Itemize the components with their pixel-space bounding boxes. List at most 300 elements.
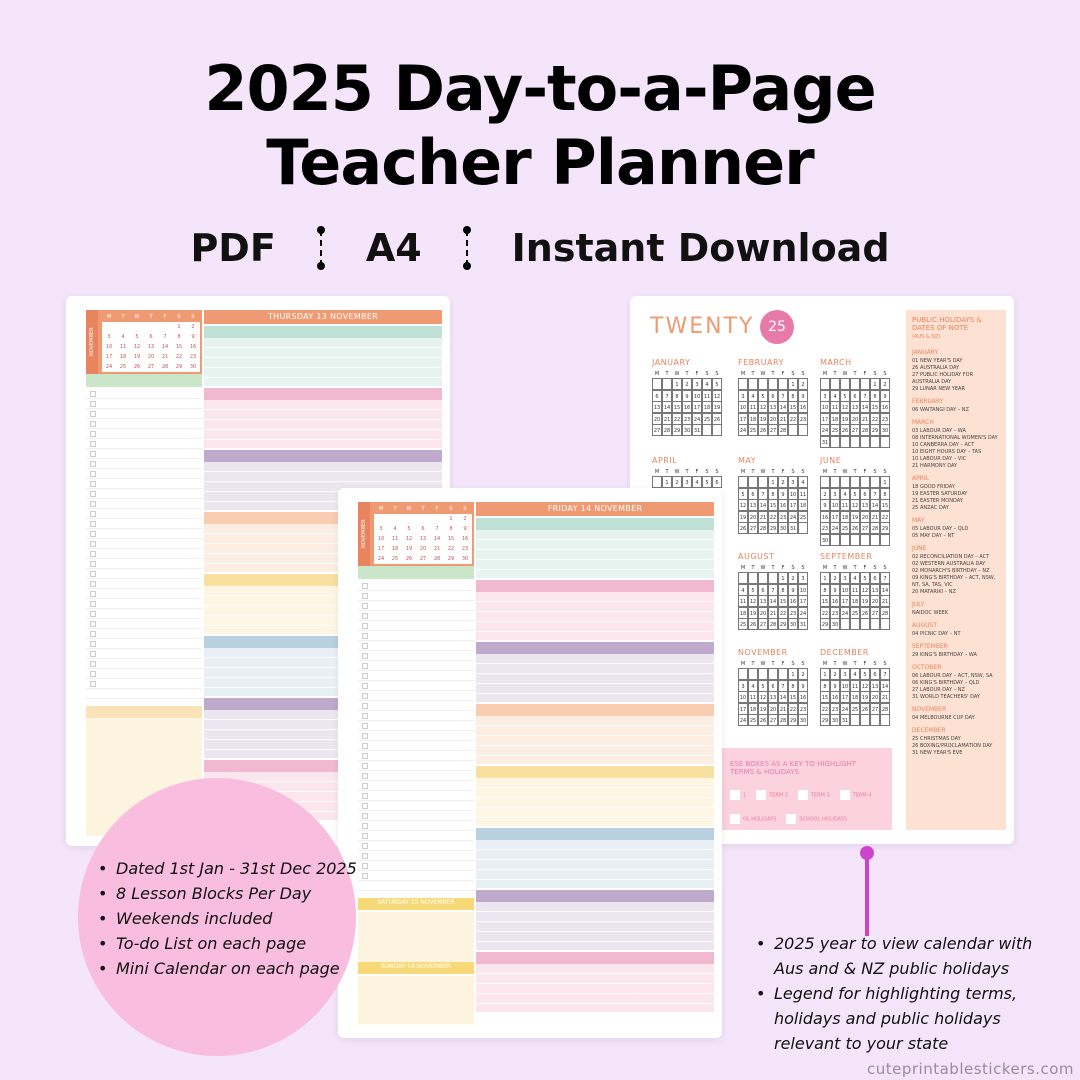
mini-calendar-day xyxy=(402,514,416,524)
calendar-day: 26 xyxy=(860,703,871,715)
separator-icon xyxy=(316,226,326,270)
calendar-day: 9 xyxy=(778,488,789,500)
calendar-day: 17 xyxy=(738,413,749,425)
feature-item: • 2025 year to view calendar with Aus and & NZ public holidays xyxy=(754,931,1044,981)
calendar-day xyxy=(768,378,779,390)
calendar-day xyxy=(738,476,749,488)
calendar-day: 25 xyxy=(748,424,759,436)
calendar-day xyxy=(850,476,861,488)
calendar-weekday: T xyxy=(771,564,775,571)
todo-checkbox xyxy=(90,651,96,657)
calendar-day: 26 xyxy=(712,413,723,425)
todo-checkbox xyxy=(90,481,96,487)
holiday-item: 27 PUBLIC HOLIDAY FOR AUSTRALIA DAY xyxy=(912,372,974,385)
calendar-day: 15 xyxy=(778,595,789,607)
mini-calendar-day: 5 xyxy=(130,332,144,342)
lesson-block-lines xyxy=(476,592,714,640)
calendar-day: 16 xyxy=(778,499,789,511)
features-list-right xyxy=(754,931,1044,1056)
calendar-day: 1 xyxy=(662,476,673,488)
calendar-weekday: S xyxy=(883,564,887,571)
calendar-day: 31 xyxy=(788,522,799,534)
calendar-day: 22 xyxy=(820,607,831,619)
holidays-subheading: (AUS & NZ) xyxy=(912,334,941,340)
calendar-weekday: S xyxy=(873,370,877,377)
calendar-weekday: M xyxy=(740,370,746,377)
calendar-day: 28 xyxy=(768,618,779,630)
legend-title: ESE BOXES AS A KEY TO HIGHLIGHT TERMS & HOLIDAYS xyxy=(730,760,857,776)
mini-calendar-day: 11 xyxy=(116,342,130,352)
todo-checkbox xyxy=(90,451,96,457)
calendar-day: 1 xyxy=(820,668,831,680)
mini-calendar-day: 16 xyxy=(186,342,200,352)
holiday-month: JULY xyxy=(912,601,925,608)
todo-checkbox xyxy=(362,733,368,739)
calendar-day: 18 xyxy=(830,413,841,425)
mini-calendar-day: 21 xyxy=(430,544,444,554)
holidays-heading: PUBLIC HOLIDAYS & DATES OF NOTE xyxy=(912,316,982,332)
calendar-day: 3 xyxy=(830,488,841,500)
calendar-day: 14 xyxy=(758,499,769,511)
calendar-weekday: S xyxy=(883,468,887,475)
mini-calendar-day: 7 xyxy=(430,524,444,534)
calendar-day xyxy=(850,714,861,726)
todo-checkbox xyxy=(90,441,96,447)
calendar-day: 15 xyxy=(672,401,683,413)
calendar-weekday: T xyxy=(771,370,775,377)
calendar-day: 10 xyxy=(738,691,749,703)
calendar-day: 26 xyxy=(860,607,871,619)
lesson-block-lines xyxy=(476,654,714,702)
todo-checkbox xyxy=(362,583,368,589)
calendar-weekday: S xyxy=(873,564,877,571)
calendar-day: 26 xyxy=(758,424,769,436)
calendar-day: 19 xyxy=(738,511,749,523)
calendar-day xyxy=(830,476,841,488)
calendar-day: 27 xyxy=(652,424,663,436)
calendar-month-name: AUGUST xyxy=(738,552,775,561)
calendar-weekday: S xyxy=(801,468,805,475)
calendar-weekday: M xyxy=(654,468,660,475)
holiday-item: 06 LABOUR DAY – ACT, NSW, SA xyxy=(912,673,993,679)
calendar-day xyxy=(860,618,871,630)
calendar-day: 2 xyxy=(880,378,891,390)
calendar-day: 8 xyxy=(880,488,891,500)
calendar-day xyxy=(840,476,851,488)
calendar-day xyxy=(748,476,759,488)
legend-item xyxy=(756,790,788,800)
calendar-weekday: T xyxy=(833,564,837,571)
calendar-day: 3 xyxy=(682,476,693,488)
lesson-block-lines xyxy=(476,964,714,1012)
holiday-item: 08 INTERNATIONAL WOMEN'S DAY xyxy=(912,435,998,441)
legend-checkbox xyxy=(730,814,740,824)
calendar-day: 29 xyxy=(768,522,779,534)
calendar-day: 24 xyxy=(692,413,703,425)
calendar-day xyxy=(778,378,789,390)
calendar-day xyxy=(850,378,861,390)
calendar-day: 25 xyxy=(738,618,749,630)
calendar-day: 30 xyxy=(820,534,831,546)
calendar-month-grid xyxy=(652,468,724,488)
calendar-day: 3 xyxy=(738,390,749,402)
calendar-day: 4 xyxy=(738,584,749,596)
todo-checkbox xyxy=(362,643,368,649)
calendar-day: 3 xyxy=(738,680,749,692)
calendar-day: 17 xyxy=(830,511,841,523)
calendar-day: 2 xyxy=(830,668,841,680)
mini-calendar xyxy=(86,310,202,374)
calendar-day: 18 xyxy=(738,607,749,619)
calendar-day: 13 xyxy=(768,401,779,413)
mini-calendar-day: 21 xyxy=(158,352,172,362)
calendar-day xyxy=(840,534,851,546)
holiday-month: MARCH xyxy=(912,419,934,426)
mini-calendar-day: 25 xyxy=(116,362,130,372)
calendar-day: 2 xyxy=(778,476,789,488)
calendar-day: 17 xyxy=(798,595,809,607)
calendar-day: 3 xyxy=(820,390,831,402)
calendar-day: 1 xyxy=(788,378,799,390)
calendar-day: 14 xyxy=(870,499,881,511)
calendar-day: 3 xyxy=(840,572,851,584)
legend-item xyxy=(730,814,776,824)
calendar-day: 1 xyxy=(870,378,881,390)
calendar-day: 1 xyxy=(788,668,799,680)
calendar-day: 9 xyxy=(798,680,809,692)
todo-checkbox xyxy=(362,633,368,639)
calendar-weekday: T xyxy=(751,468,755,475)
calendar-day: 24 xyxy=(738,714,749,726)
calendar-day: 9 xyxy=(682,390,693,402)
holiday-month: APRIL xyxy=(912,475,930,482)
calendar-month xyxy=(738,456,810,534)
calendar-day: 23 xyxy=(788,607,799,619)
calendar-day: 9 xyxy=(788,584,799,596)
title-line-2: Teacher Planner xyxy=(266,126,814,199)
title-line-1: 2025 Day-to-a-Page xyxy=(204,52,876,125)
holiday-item: 04 PICNIC DAY – NT xyxy=(912,631,961,637)
calendar-day: 19 xyxy=(850,511,861,523)
holiday-item: 10 LABOUR DAY – VIC xyxy=(912,456,967,462)
mini-calendar-day: 24 xyxy=(102,362,116,372)
calendar-month xyxy=(820,552,892,630)
calendar-day xyxy=(768,668,779,680)
calendar-weekday: F xyxy=(863,660,867,667)
mini-calendar-day: 12 xyxy=(402,534,416,544)
calendar-day: 4 xyxy=(702,378,713,390)
calendar-day: 30 xyxy=(682,424,693,436)
calendar-weekday: S xyxy=(873,660,877,667)
todo-checkbox xyxy=(362,753,368,759)
calendar-month xyxy=(820,648,892,726)
calendar-day: 2 xyxy=(830,572,841,584)
calendar-weekday: W xyxy=(760,660,766,667)
calendar-day: 1 xyxy=(672,378,683,390)
calendar-weekday: F xyxy=(863,564,867,571)
calendar-day: 23 xyxy=(830,703,841,715)
mini-calendar-day: 9 xyxy=(186,332,200,342)
calendar-weekday: T xyxy=(833,468,837,475)
calendar-day: 16 xyxy=(880,401,891,413)
calendar-day: 4 xyxy=(798,476,809,488)
calendar-day: 7 xyxy=(662,390,673,402)
lesson-block-lines xyxy=(476,778,714,826)
calendar-weekday: M xyxy=(654,370,660,377)
mini-calendar-day: 30 xyxy=(458,554,472,564)
calendar-day: 19 xyxy=(840,413,851,425)
calendar-day: 17 xyxy=(840,595,851,607)
holiday-item: 06 KING'S BIRTHDAY – QLD xyxy=(912,680,980,686)
calendar-day: 3 xyxy=(798,572,809,584)
calendar-day: 13 xyxy=(768,691,779,703)
calendar-day: 27 xyxy=(768,714,779,726)
calendar-day: 21 xyxy=(768,607,779,619)
calendar-day xyxy=(820,476,831,488)
legend-label: TERM 4 xyxy=(852,792,872,799)
calendar-day: 5 xyxy=(748,584,759,596)
size-label: A4 xyxy=(365,226,422,270)
sunday-notes xyxy=(358,976,474,1024)
holiday-item: 05 MAY DAY – NT xyxy=(912,533,955,539)
calendar-day: 10 xyxy=(820,401,831,413)
holiday-item: 31 NEW YEAR'S EVE xyxy=(912,750,963,756)
calendar-weekday: T xyxy=(751,370,755,377)
mini-calendar-day: 26 xyxy=(402,554,416,564)
holiday-item: 03 LABOUR DAY – WA xyxy=(912,428,966,434)
holiday-month: NOVEMBER xyxy=(912,706,947,713)
mini-calendar-weekday: W xyxy=(134,314,140,320)
calendar-day: 2 xyxy=(798,378,809,390)
holiday-item: 29 KING'S BIRTHDAY – WA xyxy=(912,652,977,658)
holiday-item: 06 WAITANGI DAY – NZ xyxy=(912,407,969,413)
calendar-day xyxy=(830,378,841,390)
calendar-day: 6 xyxy=(652,390,663,402)
calendar-day xyxy=(840,378,851,390)
calendar-day: 23 xyxy=(778,511,789,523)
todo-checkbox xyxy=(362,843,368,849)
calendar-day: 9 xyxy=(830,680,841,692)
calendar-day: 22 xyxy=(672,413,683,425)
todo-checkbox xyxy=(90,541,96,547)
calendar-day xyxy=(880,436,891,448)
calendar-day: 22 xyxy=(820,703,831,715)
calendar-weekday: M xyxy=(740,564,746,571)
calendar-day: 22 xyxy=(768,511,779,523)
holiday-item: 20 MATARIKI – NZ xyxy=(912,589,956,595)
todo-checkbox xyxy=(90,681,96,687)
lesson-block-lines xyxy=(476,530,714,578)
lesson-block-header xyxy=(476,828,714,840)
mini-calendar-day: 10 xyxy=(102,342,116,352)
calendar-day: 23 xyxy=(820,522,831,534)
calendar-day: 16 xyxy=(682,401,693,413)
mini-calendar-grid xyxy=(374,504,472,564)
lesson-block-header xyxy=(204,388,442,400)
legend-checkbox xyxy=(730,790,740,800)
calendar-day: 21 xyxy=(870,511,881,523)
calendar-day: 16 xyxy=(798,691,809,703)
mini-calendar-weekday: S xyxy=(177,314,181,320)
calendar-day: 21 xyxy=(662,413,673,425)
calendar-day: 2 xyxy=(798,668,809,680)
calendar-day: 8 xyxy=(870,390,881,402)
calendar-day xyxy=(712,424,723,436)
calendar-day: 19 xyxy=(748,607,759,619)
calendar-day: 20 xyxy=(768,413,779,425)
calendar-day: 7 xyxy=(768,584,779,596)
calendar-day: 28 xyxy=(758,522,769,534)
calendar-month-name: FEBRUARY xyxy=(738,358,784,367)
calendar-day: 24 xyxy=(738,424,749,436)
calendar-day: 11 xyxy=(748,691,759,703)
calendar-day xyxy=(758,572,769,584)
calendar-day: 16 xyxy=(788,595,799,607)
calendar-month-grid xyxy=(652,370,724,436)
calendar-day: 3 xyxy=(788,476,799,488)
calendar-day: 6 xyxy=(758,584,769,596)
mini-calendar-weekday: S xyxy=(449,506,453,512)
calendar-day: 29 xyxy=(820,618,831,630)
calendar-day: 6 xyxy=(870,668,881,680)
calendar-day: 8 xyxy=(768,488,779,500)
calendar-day: 5 xyxy=(702,476,713,488)
mini-calendar-weekday: S xyxy=(191,314,195,320)
calendar-weekday: T xyxy=(771,660,775,667)
calendar-day: 20 xyxy=(758,607,769,619)
mini-calendar-day: 5 xyxy=(402,524,416,534)
calendar-weekday: F xyxy=(695,370,699,377)
mini-calendar-day: 27 xyxy=(416,554,430,564)
calendar-day: 17 xyxy=(788,499,799,511)
calendar-weekday: S xyxy=(801,564,805,571)
calendar-weekday: F xyxy=(781,660,785,667)
footer-url: cuteprintablestickers.com xyxy=(867,1060,1074,1078)
todo-checkbox xyxy=(90,631,96,637)
calendar-day xyxy=(652,378,663,390)
calendar-day: 24 xyxy=(820,424,831,436)
calendar-day: 17 xyxy=(820,413,831,425)
mini-calendar-day: 17 xyxy=(374,544,388,554)
calendar-day: 16 xyxy=(798,401,809,413)
delivery-label: Instant Download xyxy=(511,226,890,270)
calendar-day: 27 xyxy=(748,522,759,534)
calendar-day: 4 xyxy=(850,668,861,680)
mini-calendar-day: 2 xyxy=(186,322,200,332)
calendar-day: 7 xyxy=(758,488,769,500)
calendar-day: 21 xyxy=(778,413,789,425)
calendar-weekday: S xyxy=(883,660,887,667)
calendar-day: 26 xyxy=(850,522,861,534)
legend-label: 1 xyxy=(743,792,747,799)
calendar-day: 26 xyxy=(758,714,769,726)
calendar-day: 11 xyxy=(830,401,841,413)
legend-label: OL HOLIDAYS xyxy=(743,816,777,823)
mini-calendar-day: 8 xyxy=(172,332,186,342)
calendar-day: 29 xyxy=(778,618,789,630)
calendar-day: 20 xyxy=(652,413,663,425)
holiday-item: 26 BOXING/PROCLAMATION DAY xyxy=(912,743,993,749)
calendar-weekday: S xyxy=(791,564,795,571)
calendar-month-name: JANUARY xyxy=(652,358,691,367)
calendar-day: 12 xyxy=(738,499,749,511)
calendar-day xyxy=(850,534,861,546)
calendar-day: 11 xyxy=(738,595,749,607)
calendar-day: 14 xyxy=(768,595,779,607)
holiday-month: SEPTEMBER xyxy=(912,643,948,650)
calendar-weekday: S xyxy=(883,370,887,377)
calendar-day: 11 xyxy=(702,390,713,402)
calendar-day: 28 xyxy=(880,607,891,619)
calendar-weekday: T xyxy=(771,468,775,475)
lesson-block-lines xyxy=(204,338,442,386)
lesson-block-header xyxy=(476,518,714,530)
calendar-month-name: NOVEMBER xyxy=(738,648,788,657)
feature-item: • Legend for highlighting terms, holidays and public holidays relevant to your state xyxy=(754,981,1044,1056)
calendar-day: 1 xyxy=(880,476,891,488)
saturday-notes xyxy=(358,912,474,962)
calendar-day: 29 xyxy=(870,424,881,436)
calendar-day: 22 xyxy=(880,511,891,523)
calendar-day: 22 xyxy=(788,703,799,715)
format-label: PDF xyxy=(190,226,276,270)
calendar-day: 7 xyxy=(778,390,789,402)
calendar-day: 15 xyxy=(870,401,881,413)
mini-calendar-day: 14 xyxy=(430,534,444,544)
calendar-day xyxy=(880,534,891,546)
calendar-day: 18 xyxy=(840,511,851,523)
calendar-month-grid xyxy=(738,468,810,534)
calendar-day xyxy=(788,424,799,436)
calendar-weekday: W xyxy=(842,370,848,377)
todo-checkbox xyxy=(362,743,368,749)
mini-calendar-weekday: F xyxy=(435,506,439,512)
mini-calendar-day: 19 xyxy=(402,544,416,554)
calendar-day: 23 xyxy=(880,413,891,425)
legend-box xyxy=(720,748,892,830)
mini-calendar-day: 1 xyxy=(172,322,186,332)
holiday-item: NAIDOC WEEK xyxy=(912,610,949,616)
calendar-day: 31 xyxy=(692,424,703,436)
todo-checkbox xyxy=(90,521,96,527)
todo-checkbox xyxy=(90,671,96,677)
calendar-weekday: S xyxy=(705,370,709,377)
calendar-weekday: M xyxy=(822,660,828,667)
calendar-weekday: S xyxy=(715,468,719,475)
mini-calendar-day: 13 xyxy=(144,342,158,352)
todo-checkbox xyxy=(362,823,368,829)
legend-row xyxy=(730,790,882,800)
lesson-block xyxy=(476,766,714,826)
calendar-day xyxy=(870,714,881,726)
calendar-weekday: W xyxy=(842,468,848,475)
calendar-weekday: F xyxy=(781,370,785,377)
calendar-day: 14 xyxy=(880,680,891,692)
calendar-month-grid xyxy=(820,370,892,448)
calendar-weekday: T xyxy=(853,564,857,571)
calendar-day: 16 xyxy=(830,595,841,607)
calendar-day: 9 xyxy=(798,390,809,402)
legend-item xyxy=(840,790,872,800)
mini-calendar-day: 25 xyxy=(388,554,402,564)
calendar-day: 7 xyxy=(778,680,789,692)
calendar-weekday: F xyxy=(863,370,867,377)
mini-calendar-day: 12 xyxy=(130,342,144,352)
calendar-day xyxy=(820,378,831,390)
calendar-day xyxy=(870,534,881,546)
calendar-day: 6 xyxy=(768,680,779,692)
lesson-block-header xyxy=(204,450,442,462)
